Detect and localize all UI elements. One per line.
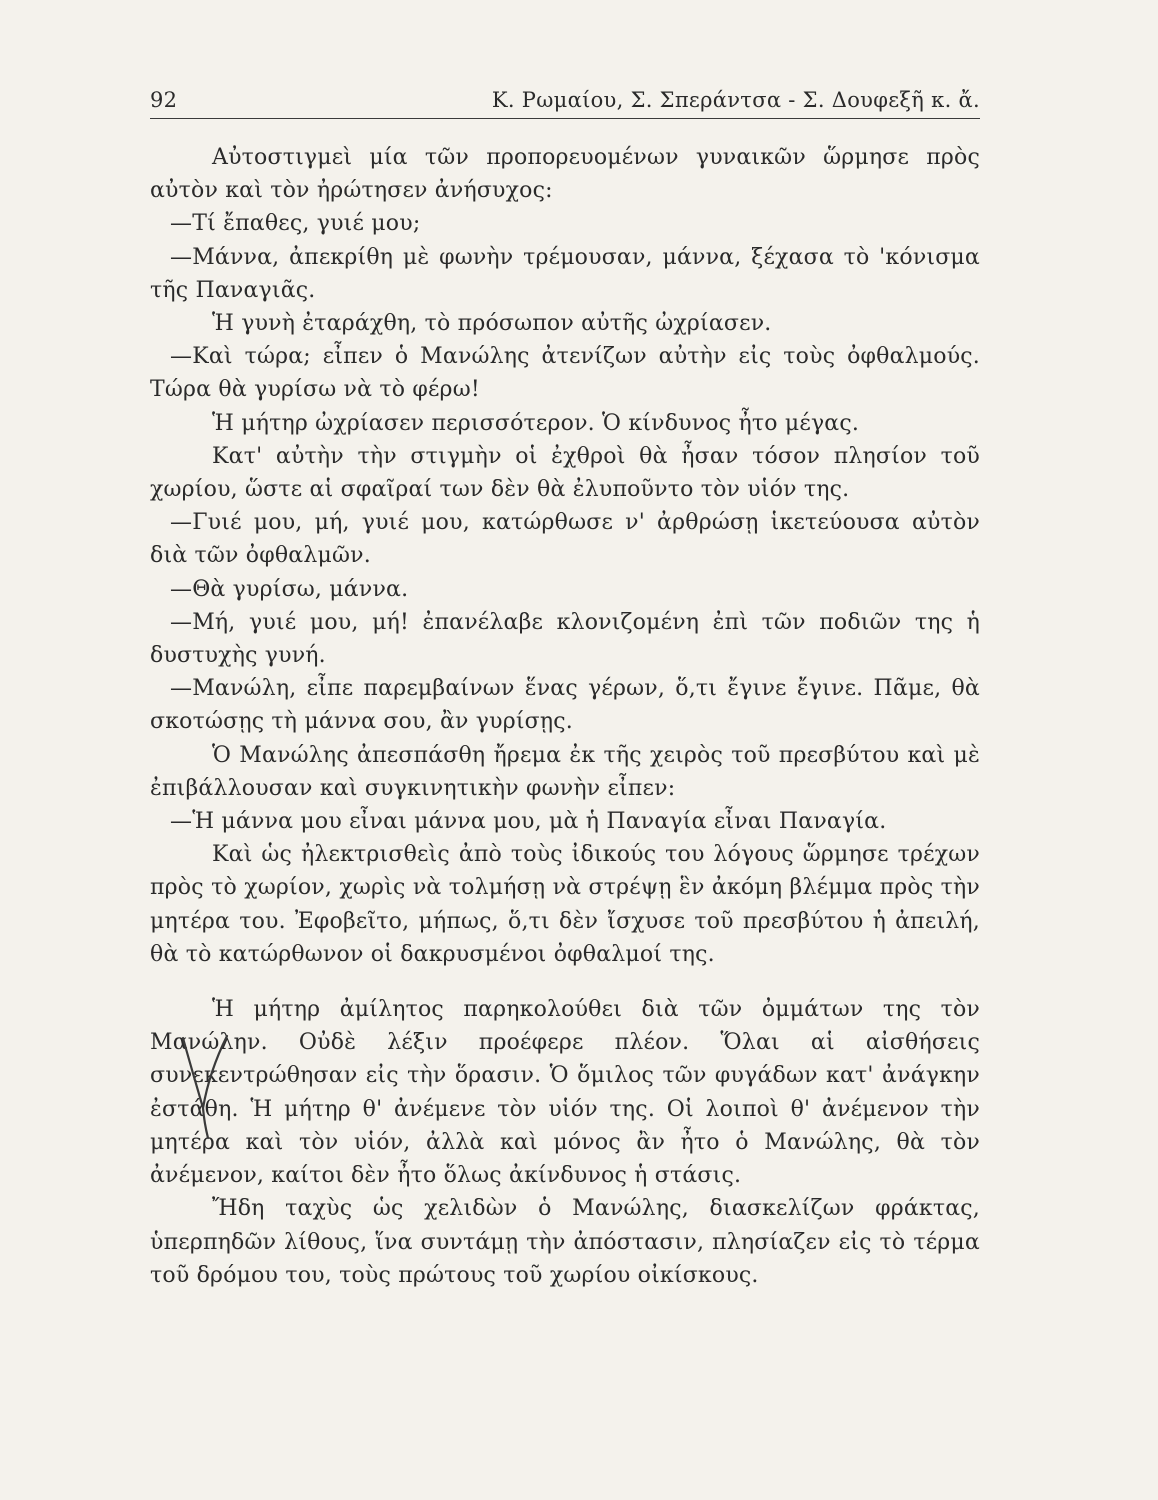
dialog-line: —Καὶ τώρα; εἶπεν ὁ Μανώλης ἀτενίζων αὐτὴν εἰς τοὺς ὀφθαλμούς. Τώρα θὰ γυρίσω νὰ τὸ φέρω! (150, 344, 980, 403)
page-body (150, 141, 980, 1292)
paragraph: Καὶ ὡς ἠλεκτρισθεὶς ἀπὸ τοὺς ἰδικούς του λόγους ὥρμησε τρέχων πρὸς τὸ χωρίον, χωρὶς νὰ τολμήσῃ νὰ στρέψῃ ἓν ἀκόμη βλέμμα πρὸς τὴν μητέρα του. Ἐφοβεῖτο, μήπως, ὅ,τι δὲν ἴσχυσε τοῦ πρεσβύτου ἡ ἀπειλή, θὰ τὸ κατώρθωνον οἱ δακρυσμένοι ὀφθαλμοί της. (150, 842, 980, 967)
paragraph: Αὐτοστιγμεὶ μία τῶν προπορευομένων γυναικῶν ὥρμησε πρὸς αὐτὸν καὶ τὸν ἠρώτησεν ἀνήσυχος: (150, 145, 980, 204)
paragraph: Ἡ μήτηρ ἀμίλητος παρηκολούθει διὰ τῶν ὀμμάτων της τὸν Μανώλην. Οὐδὲ λέξιν προέφερε πλέον. Ὅλαι αἱ αἰσθήσεις συνεκεντρώθησαν εἰς τὴν ὅρασιν. Ὁ ὅμιλος τῶν φυγάδων κατ' ἀνάγκην ἐστάθη. Ἡ μήτηρ θ' ἀνέμενε τὸν υἱόν της. Οἱ λοιποὶ θ' ἀνέμενον τὴν μητέρα καὶ τὸν υἱόν, ἀλλὰ καὶ μόνος ἂν ἦτο ὁ Μανώλης, θὰ τὸν ἀνέμενον, καίτοι δὲν ἦτο ὅλως ἀκίνδυνος ἡ στάσις. (150, 997, 980, 1189)
dialog-line: —Ἡ μάννα μου εἶναι μάννα μου, μὰ ἡ Παναγία εἶναι Παναγία. (170, 809, 887, 835)
page-header (150, 88, 980, 119)
dialog-line: —Τί ἔπαθες, γυιέ μου; (170, 211, 421, 237)
dialog-line: —Γυιέ μου, μή, γυιέ μου, κατώρθωσε ν' ἀρθρώσῃ ἱκετεύουσα αὐτὸν διὰ τῶν ὀφθαλμῶν. (150, 510, 980, 569)
page-number: 92 (150, 88, 178, 112)
running-title: Κ. Ρωμαίου, Σ. Σπεράντσα - Σ. Δουφεξῆ κ. ἄ. (491, 88, 980, 112)
paragraph: Ἡ μήτηρ ὠχρίασεν περισσότερον. Ὁ κίνδυνος ἦτο μέγας. (212, 410, 860, 436)
dialog-line: —Θὰ γυρίσω, μάννα. (170, 576, 409, 602)
paragraph: Ἤδη ταχὺς ὡς χελιδὼν ὁ Μανώλης, διασκελίζων φράκτας, ὑπερπηδῶν λίθους, ἵνα συντάμῃ τὴν ἀπόστασιν, πλησίαζεν εἰς τὸ τέρμα τοῦ δρόμου του, τοὺς πρώτους τοῦ χωρίου οἰκίσκους. (150, 1196, 980, 1288)
book-page (150, 88, 980, 1292)
handwritten-mark (173, 1030, 233, 1140)
dialog-line: —Μή, γυιέ μου, μή! ἐπανέλαβε κλονιζομένη ἐπὶ τῶν ποδιῶν της ἡ δυστυχὴς γυνή. (150, 609, 980, 669)
paragraph: Κατ' αὐτὴν τὴν στιγμὴν οἱ ἐχθροὶ θὰ ἦσαν τόσον πλησίον τοῦ χωρίου, ὥστε αἱ σφαῖραί των δὲν θὰ ἐλυποῦντο τὸν υἱόν της. (150, 443, 980, 503)
dialog-line: —Μάννα, ἀπεκρίθη μὲ φωνὴν τρέμουσαν, μάννα, ξέχασα τὸ 'κόνισμα τῆς Παναγιᾶς. (150, 244, 980, 303)
paragraph: Ἡ γυνὴ ἐταράχθη, τὸ πρόσωπον αὐτῆς ὠχρίασεν. (212, 311, 772, 337)
dialog-line: —Μανώλη, εἶπε παρεμβαίνων ἕνας γέρων, ὅ,τι ἔγινε ἔγινε. Πᾶμε, θὰ σκοτώσῃς τὴ μάννα σου, ἂν γυρίσῃς. (150, 676, 980, 735)
paragraph: Ὁ Μανώλης ἀπεσπάσθη ἤρεμα ἐκ τῆς χειρὸς τοῦ πρεσβύτου καὶ μὲ ἐπιβάλλουσαν καὶ συγκινητικὴν φωνὴν εἶπεν: (150, 742, 980, 801)
